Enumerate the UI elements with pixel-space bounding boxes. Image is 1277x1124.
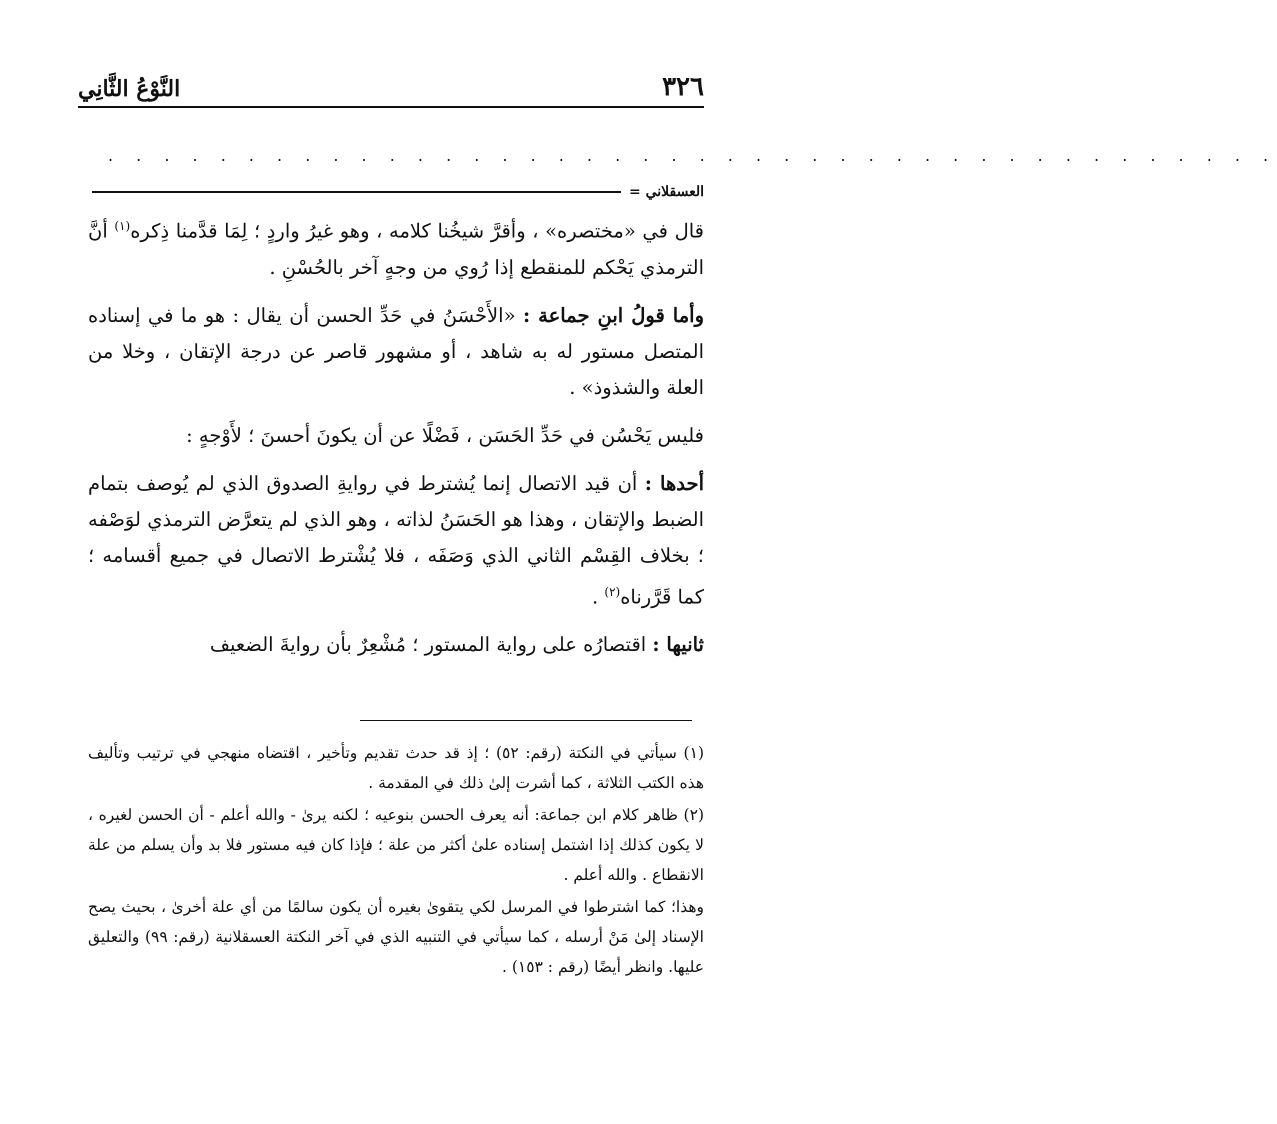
paragraph-2 xyxy=(88,298,704,406)
footnote-3: وهذا؛ كما اشترطوا في المرسل لكي يتقوىٰ بغيره أن يكون سالمًا من أي علة أخرىٰ ، بحيث يصح الإسناد إلىٰ مَنْ أرسله ، كما سيأتي في التنبيه الذي في آخر النكتة العسقلانية (رقم: ٩٩) والتعليق عليها. وانظر أيضًا (رقم : ١٥٣) . xyxy=(88,898,704,976)
source-label-row xyxy=(92,180,704,204)
paragraph-2-lead: وأما قولُ ابنِ جماعة : xyxy=(522,303,705,327)
footnote-ref-2: (٢) xyxy=(604,584,621,599)
paragraph-1-text: قال في «مختصره» ، وأقرَّ شيخُنا كلامه ، وهو غيرُ واردٍ ؛ لِمَا قدَّمنا ذِكره xyxy=(130,219,704,243)
paragraph-2-text: «الأَحْسَنُ في حَدِّ الحسن أن يقال : هو ما في إسناده المتصل مستور له به شاهد ، أو مشهور قاصر عن درجة الإتقان ، وخلا من العلة والشذوذ» . xyxy=(88,303,704,399)
main-text xyxy=(88,208,704,675)
footnotes xyxy=(88,738,704,984)
paragraph-4 xyxy=(88,466,704,616)
source-label-line xyxy=(92,191,621,193)
paragraph-3 xyxy=(88,418,704,454)
running-title: النَّوْعُ الثَّانِي xyxy=(78,76,181,102)
paragraph-5 xyxy=(88,627,704,663)
separator-dots: . . . . . . . . . . . . . . . . . . . . . . . . . . . . . . . . . . . . . . . . . . xyxy=(108,146,1277,165)
paragraph-3-text: فليس يَحْسُن في حَدِّ الحَسَن ، فَضْلًا عن أن يكونَ أحسنَ ؛ لأَوْجهٍ : xyxy=(186,423,704,447)
paragraph-5-lead: ثانيها : xyxy=(652,633,704,656)
header-rule xyxy=(78,106,704,108)
footnote-rule xyxy=(360,720,692,721)
footnote-1: (١) سيأتي في النكتة (رقم: ٥٢) ؛ إذ قد حدث تقديم وتأخير ، اقتضاه منهجي في ترتيب وتأليف هذه الكتب الثلاثة ، كما أشرت إلىٰ ذلك في المقدمة . xyxy=(88,744,704,792)
paragraph-4-text: أن قيد الاتصال إنما يُشترط في روايةِ الصدوق الذي لم يُوصف بتمام الضبط والإتقان ، وهذا هو الحَسَنُ لذاته ، وهو الذي لم يتعرَّض الترمذي لوَصْفه ؛ بخلاف القِسْم الثاني الذي وَصَفَه ، فلا يُشْترط الاتصال في جميع أقسامه ؛ كما قَرَّرناه xyxy=(88,471,704,608)
paragraph-5-text: اقتصارُه على رواية المستور ؛ مُشْعِرٌ بأن روايةَ الضعيف xyxy=(209,633,653,656)
source-label: العسقلاني = xyxy=(628,184,704,200)
paragraph-1 xyxy=(88,208,704,286)
page-header xyxy=(78,62,704,102)
page-number: ٣٢٦ xyxy=(662,72,704,102)
paragraph-4-lead: أحدها : xyxy=(644,471,704,495)
footnote-2: (٢) ظاهر كلام ابن جماعة: أنه يعرف الحسن بنوعيه ؛ لكنه يرىٰ - والله أعلم - أن الحسن لغيره ، لا يكون كذلك إذا اشتمل إسناده علىٰ أكثر من علة ؛ فإذا كان فيه مستور فلا بد وأن يسلم من علة الانقطاع . والله أعلم . xyxy=(88,806,704,884)
paragraph-1-end: أنَّ الترمذي يَحْكم للمنقطع إذا رُوي من وجهٍ آخر بالحُسْنِ . xyxy=(88,219,704,279)
paragraph-4-end: . xyxy=(591,585,605,608)
footnote-ref-1: (١) xyxy=(114,219,131,233)
